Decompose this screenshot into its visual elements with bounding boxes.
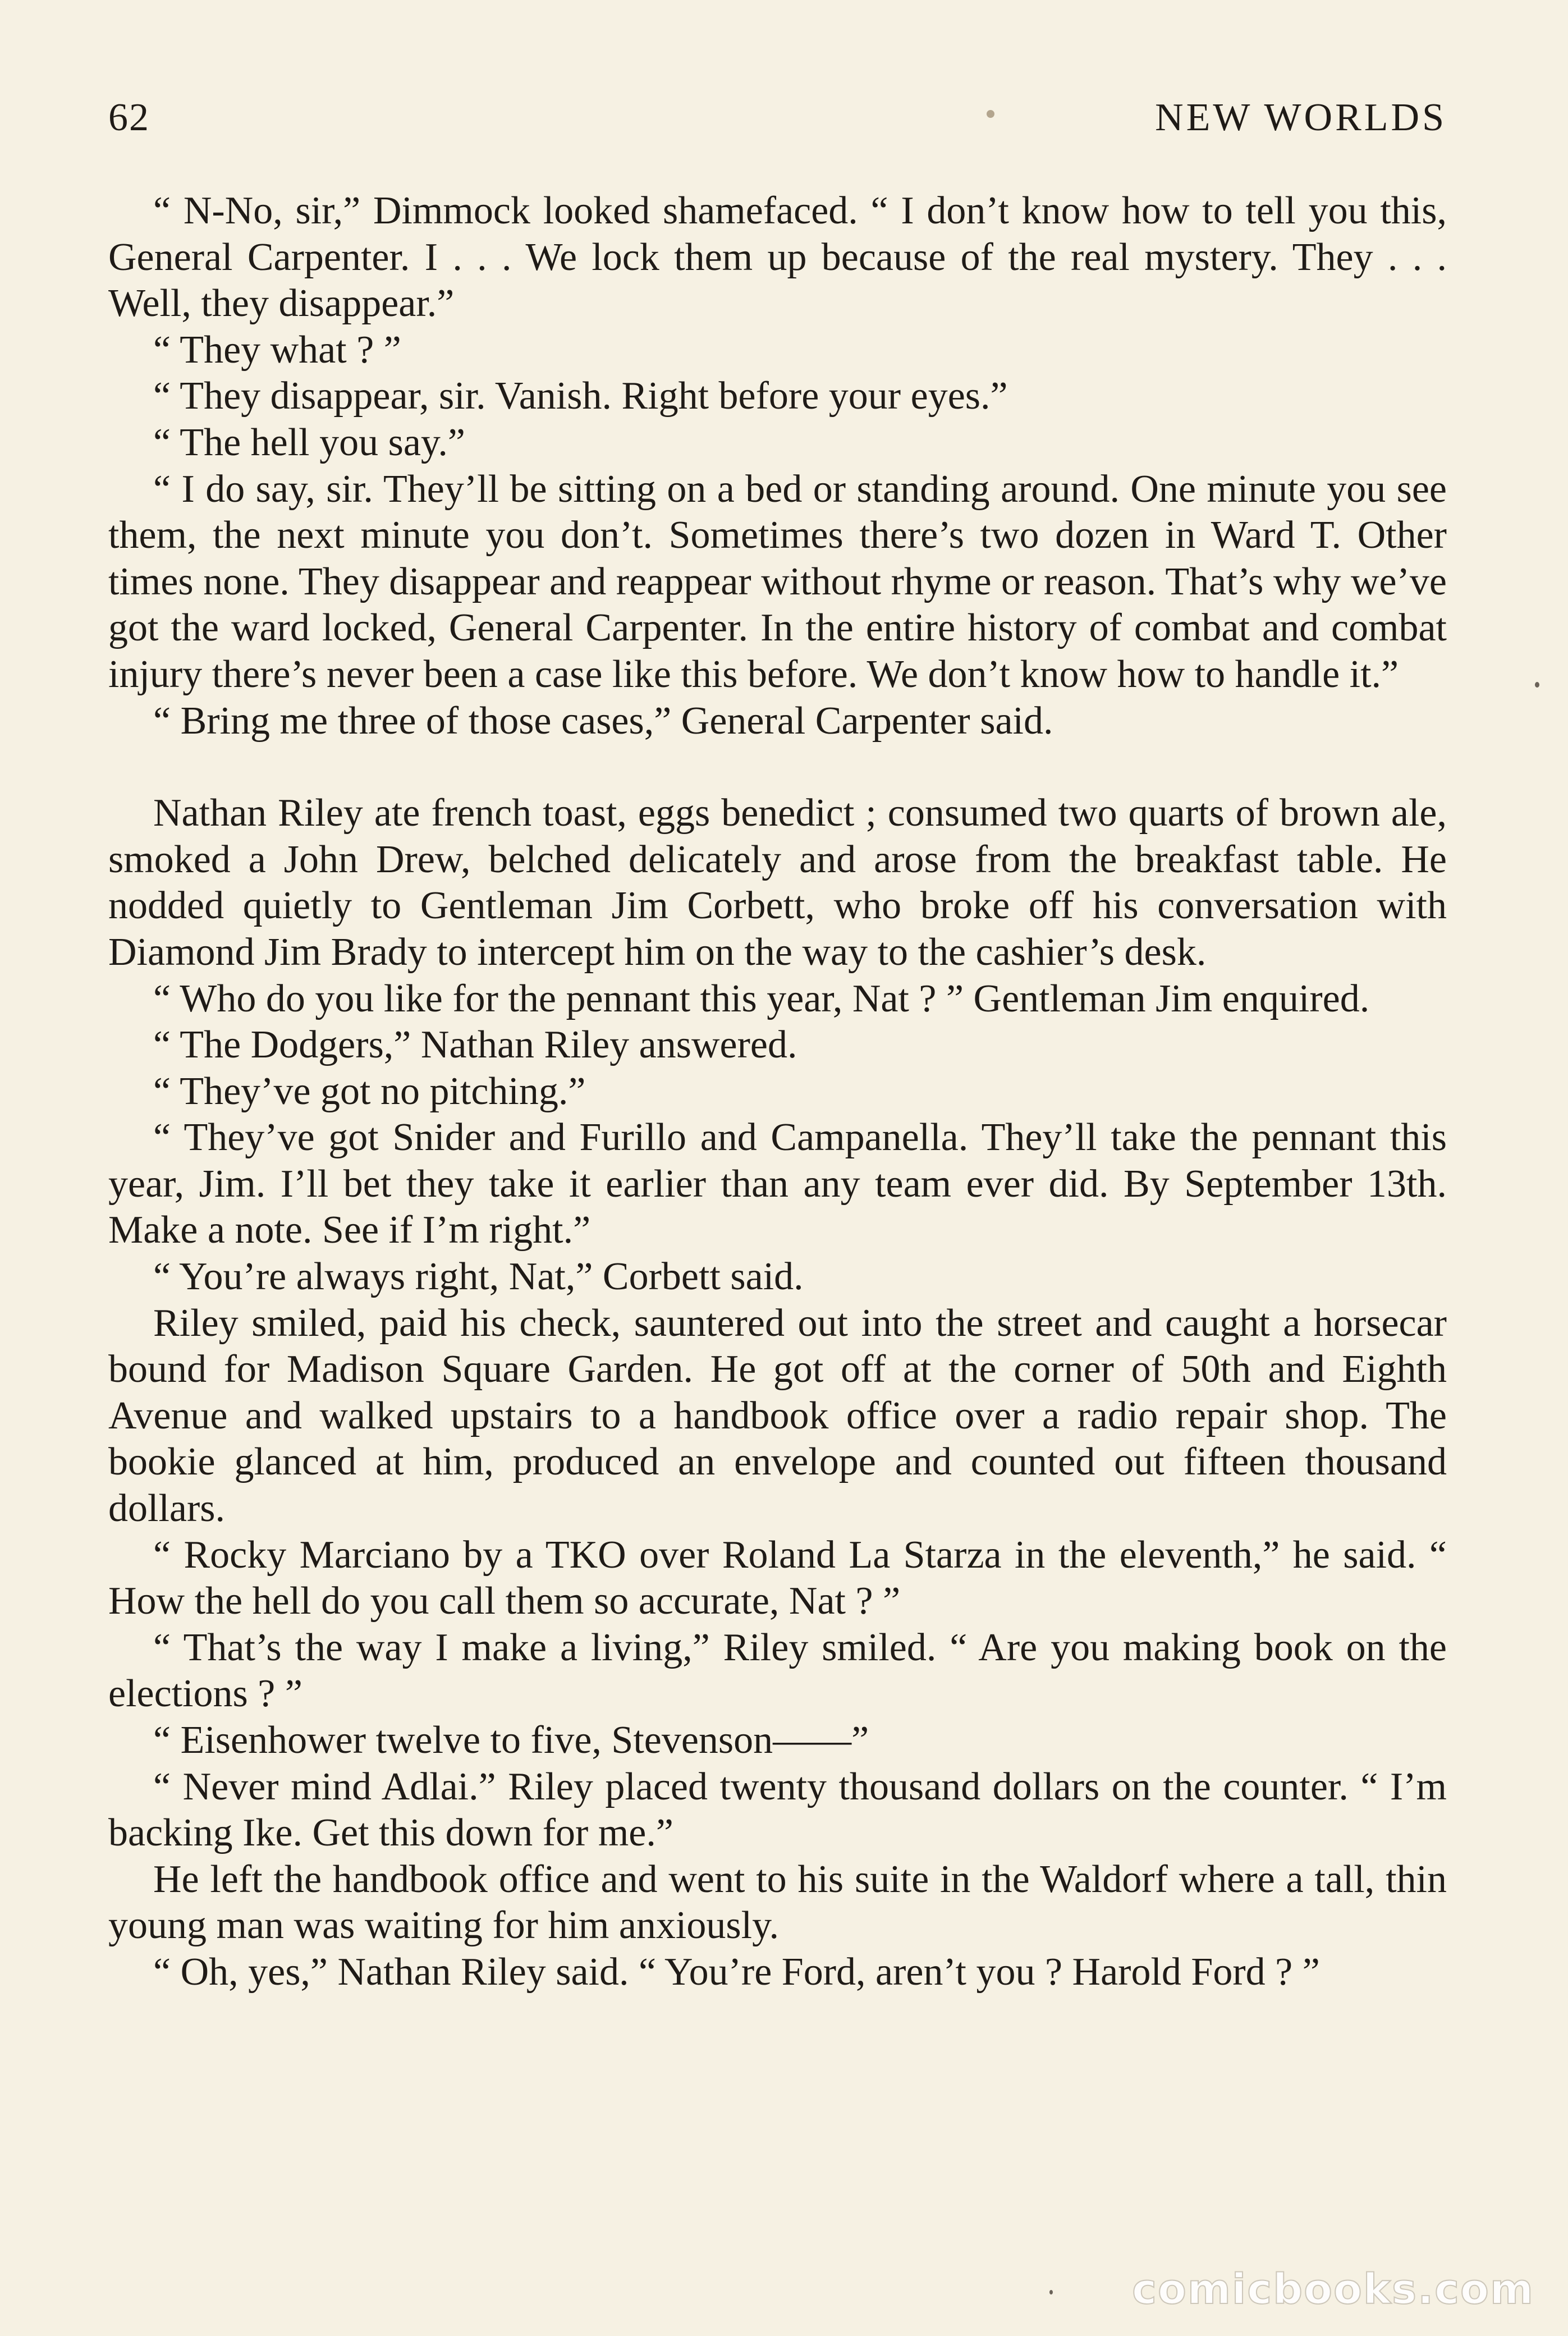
paragraph: “ That’s the way I make a living,” Riley smiled. “ Are you making book on the elections ? ” [108,1625,1447,1716]
paragraph: “ Who do you like for the pennant this year, Nat ? ” Gentleman Jim enquired. [153,977,1370,1020]
paragraph: “ They what ? ” [153,328,401,372]
paragraph: Nathan Riley ate french toast, eggs benedict ; consumed two quarts of brown ale, smoked a John Drew, belched delicately and arose from the breakfast table. He nodded quietly to Gentleman Jim Corbett, who broke off his conversation with Diamond Jim Brady to intercept him on the way to the cashier’s desk. [108,791,1447,974]
paragraph: “ Oh, yes,” Nathan Riley said. “ You’re Ford, aren’t you ? Harold Ford ? ” [153,1950,1320,1994]
paragraph: He left the handbook office and went to his suite in the Waldorf where a tall, thin young man was waiting for him anxiously. [108,1857,1447,1948]
paragraph: “ Never mind Adlai.” Riley placed twenty thousand dollars on the counter. “ I’m backing Ike. Get this down for me.” [108,1765,1447,1855]
paragraph: “ You’re always right, Nat,” Corbett said. [153,1255,804,1299]
paragraph: “ The Dodgers,” Nathan Riley answered. [153,1023,797,1067]
ink-speck [1535,682,1539,688]
section-break [108,744,1447,790]
page-header [108,95,1447,152]
page-number: 62 [108,96,150,139]
paragraph: “ N-No, sir,” Dimmock looked shamefaced. “ I don’t know how to tell you this, General Carpenter. I . . . We lock them up because of the real mystery. They . . . Well, they disappear.” [108,189,1447,326]
paragraph: “ Eisenhower twelve to five, Stevenson——” [153,1719,869,1762]
ink-speck [987,110,994,118]
watermark-logo: comicbooks.com [1132,2265,1534,2314]
running-title: NEW WORLDS [1155,96,1447,139]
body-text [108,188,1447,1996]
ink-speck [1049,2290,1053,2294]
paragraph: “ Rocky Marciano by a TKO over Roland La Starza in the eleventh,” he said. “ How the hell do you call them so accurate, Nat ? ” [108,1533,1447,1623]
paragraph: “ I do say, sir. They’ll be sitting on a bed or standing around. One minute you see them, the next minute you don’t. Sometimes there’s two dozen in Ward T. Other times none. They disappear and reappear without rhyme or reason. That’s why we’ve got the ward locked, General Carpenter. In the entire history of combat and combat injury there’s never been a case like this before. We don’t know how to handle it.” [108,467,1447,696]
paragraph: “ Bring me three of those cases,” General Carpenter said. [153,699,1053,743]
paragraph: “ They disappear, sir. Vanish. Right before your eyes.” [153,374,1008,418]
paragraph: “ They’ve got Snider and Furillo and Campanella. They’ll take the pennant this year, Jim. I’ll bet they take it earlier than any team ever did. By September 13th. Make a note. See if I’m right.” [108,1116,1447,1252]
paragraph: Riley smiled, paid his check, sauntered out into the street and caught a horsecar bound for Madison Square Garden. He got off at the corner of 50th and Eighth Avenue and walked upstairs to a handbook office over a radio repair shop. The bookie glanced at him, produced an envelope and counted out fifteen thousand dollars. [108,1301,1447,1531]
paragraph: “ The hell you say.” [153,420,465,464]
paragraph: “ They’ve got no pitching.” [153,1069,586,1113]
